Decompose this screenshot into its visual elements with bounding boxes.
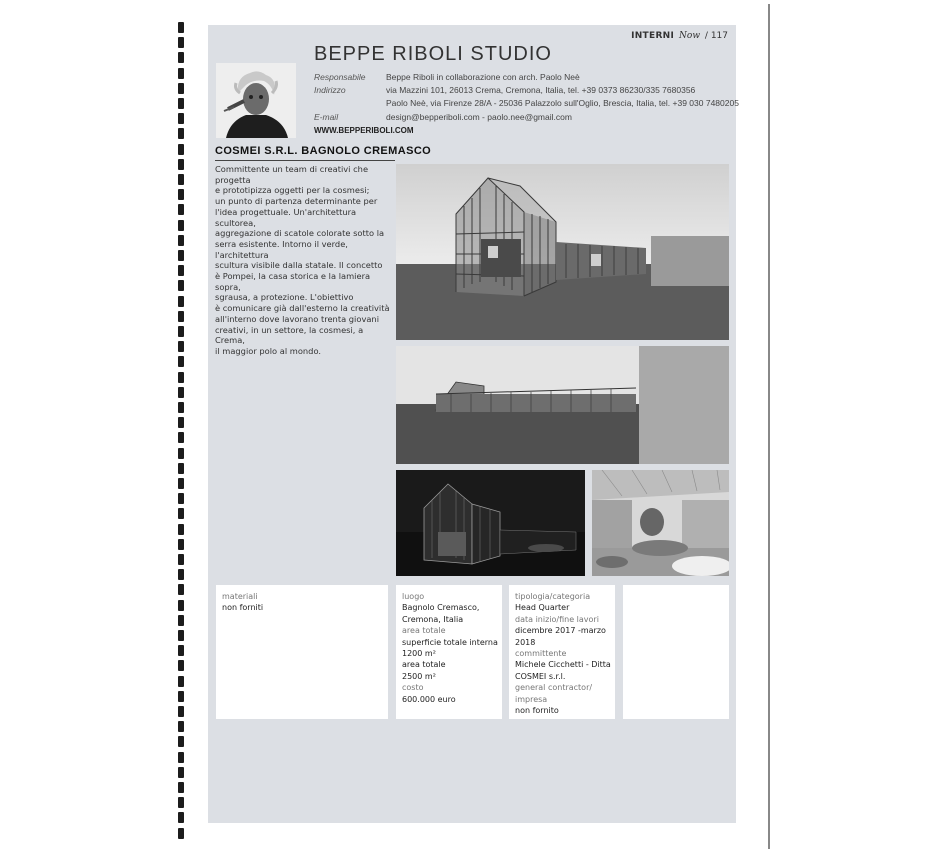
area-value: superficie totale interna 1200 m² area totale 2500 m²	[402, 637, 498, 681]
binding-ring	[178, 250, 184, 261]
binding-ring	[178, 280, 184, 291]
committente-label: committente	[515, 649, 567, 659]
date-value: dicembre 2017 -marzo 2018	[515, 626, 606, 647]
binding-ring	[178, 524, 184, 535]
binding-ring	[178, 615, 184, 626]
binding-ring	[178, 235, 184, 246]
binding-ring	[178, 52, 184, 63]
binding-ring	[178, 189, 184, 200]
binding-ring	[178, 721, 184, 732]
responsabile-label: Responsabile	[314, 72, 366, 82]
indirizzo-label: Indirizzo	[314, 85, 346, 95]
indirizzo-line-1: via Mazzini 101, 26013 Crema, Cremona, Italia, tel. +39 0373 86230/335 7680356	[386, 85, 696, 95]
architect-portrait	[216, 63, 296, 138]
binding-ring	[178, 508, 184, 519]
page-edge-line	[768, 4, 770, 849]
binding-ring	[178, 463, 184, 474]
binding-ring	[178, 417, 184, 428]
render-photo-interior	[592, 470, 729, 576]
binding-ring	[178, 767, 184, 778]
date-label: data inizio/fine lavori	[515, 614, 599, 624]
binding-ring	[178, 296, 184, 307]
materiali-label: materiali	[222, 592, 258, 601]
binding-ring	[178, 98, 184, 109]
email-value[interactable]: design@bepperiboli.com - paolo.nee@gmail.com	[386, 112, 572, 122]
render-photo-facade	[396, 346, 729, 464]
binding-ring	[178, 372, 184, 383]
binding-ring	[178, 128, 184, 139]
info-box-empty	[623, 585, 729, 719]
binding-ring	[178, 356, 184, 367]
binding-ring	[178, 600, 184, 611]
binding-ring	[178, 402, 184, 413]
render-photo-greenhouse	[396, 164, 729, 340]
binding-ring	[178, 539, 184, 550]
binding-ring	[178, 204, 184, 215]
binding-ring	[178, 736, 184, 747]
binding-ring	[178, 432, 184, 443]
indirizzo-line-2: Paolo Neè, via Firenze 28/A - 25036 Palazzolo sull'Oglio, Brescia, Italia, tel. +39 030 7480205	[386, 98, 739, 108]
binding-ring	[178, 478, 184, 489]
binding-ring	[178, 174, 184, 185]
title-underline	[215, 160, 395, 161]
binding-ring	[178, 493, 184, 504]
general-contractor-value: non fornito	[515, 706, 559, 716]
studio-name: BEPPE RIBOLI STUDIO	[314, 43, 552, 65]
binding-ring	[178, 37, 184, 48]
info-box-materiali	[216, 585, 388, 719]
materiali-value: non forniti	[222, 603, 264, 613]
binding-ring	[178, 22, 184, 33]
page-number: / 117	[704, 31, 728, 41]
binding-ring	[178, 265, 184, 276]
render-photo-night	[396, 470, 585, 576]
magazine-header	[631, 31, 728, 41]
binding-ring	[178, 341, 184, 352]
binding-ring	[178, 311, 184, 322]
magazine-suffix: Now	[679, 31, 701, 41]
luogo-label: luogo	[402, 592, 425, 601]
binding-ring	[178, 220, 184, 231]
binding-ring	[178, 387, 184, 398]
tipologia-label: tipologia/categoria	[515, 592, 591, 601]
magazine-name: INTERNI	[631, 31, 675, 41]
binding-ring	[178, 554, 184, 565]
binding-ring	[178, 782, 184, 793]
binding-ring	[178, 630, 184, 641]
binding-ring	[178, 326, 184, 337]
spiral-binding	[178, 0, 188, 849]
project-title: COSMEI S.R.L. BAGNOLO CREMASCO	[215, 145, 432, 157]
luogo-value: Bagnolo Cremasco, Cremona, Italia	[402, 603, 480, 624]
binding-ring	[178, 812, 184, 823]
binding-ring	[178, 569, 184, 580]
binding-ring	[178, 159, 184, 170]
binding-ring	[178, 68, 184, 79]
binding-ring	[178, 83, 184, 94]
website-link[interactable]: WWW.BEPPERIBOLI.COM	[314, 126, 414, 135]
binding-ring	[178, 676, 184, 687]
project-description: Committente un team di creativi che progetta e prototipizza oggetti per la cosmesi; un punto di partenza determinante per l'idea progettuale. Un'architettura scultorea, aggregazione di scatole colorate sotto la serra esistente. Intorno il verde, l'architettura scultura visibile dalla statale. Il concetto è Pompei, la casa storica e la lamiera sopra, sgrausa, a protezione. L'obiettivo è comunicare già dall'esterno la creatività all'interno dove lavorano trenta giovani creativi, in un settore, la cosmesi, a Crema, il maggior polo al mondo.	[215, 164, 390, 356]
area-label: area totale	[402, 626, 446, 636]
general-contractor-label: general contractor/ impresa	[515, 683, 593, 704]
committente-value: Michele Cicchetti - Ditta COSMEI s.r.l.	[515, 660, 611, 681]
binding-ring	[178, 584, 184, 595]
binding-ring	[178, 660, 184, 671]
costo-label: costo	[402, 683, 424, 693]
tipologia-value: Head Quarter	[515, 603, 570, 613]
info-box-luogo	[396, 585, 502, 719]
binding-ring	[178, 828, 184, 839]
binding-ring	[178, 448, 184, 459]
magazine-page	[208, 25, 739, 823]
info-box-tipologia	[509, 585, 615, 719]
binding-ring	[178, 752, 184, 763]
binding-ring	[178, 113, 184, 124]
binding-ring	[178, 691, 184, 702]
binding-ring	[178, 706, 184, 717]
responsabile-value: Beppe Riboli in collaborazione con arch. Paolo Neè	[386, 72, 580, 82]
binding-ring	[178, 645, 184, 656]
binding-ring	[178, 144, 184, 155]
costo-value: 600.000 euro	[402, 694, 456, 704]
email-label: E-mail	[314, 112, 339, 122]
binding-ring	[178, 797, 184, 808]
